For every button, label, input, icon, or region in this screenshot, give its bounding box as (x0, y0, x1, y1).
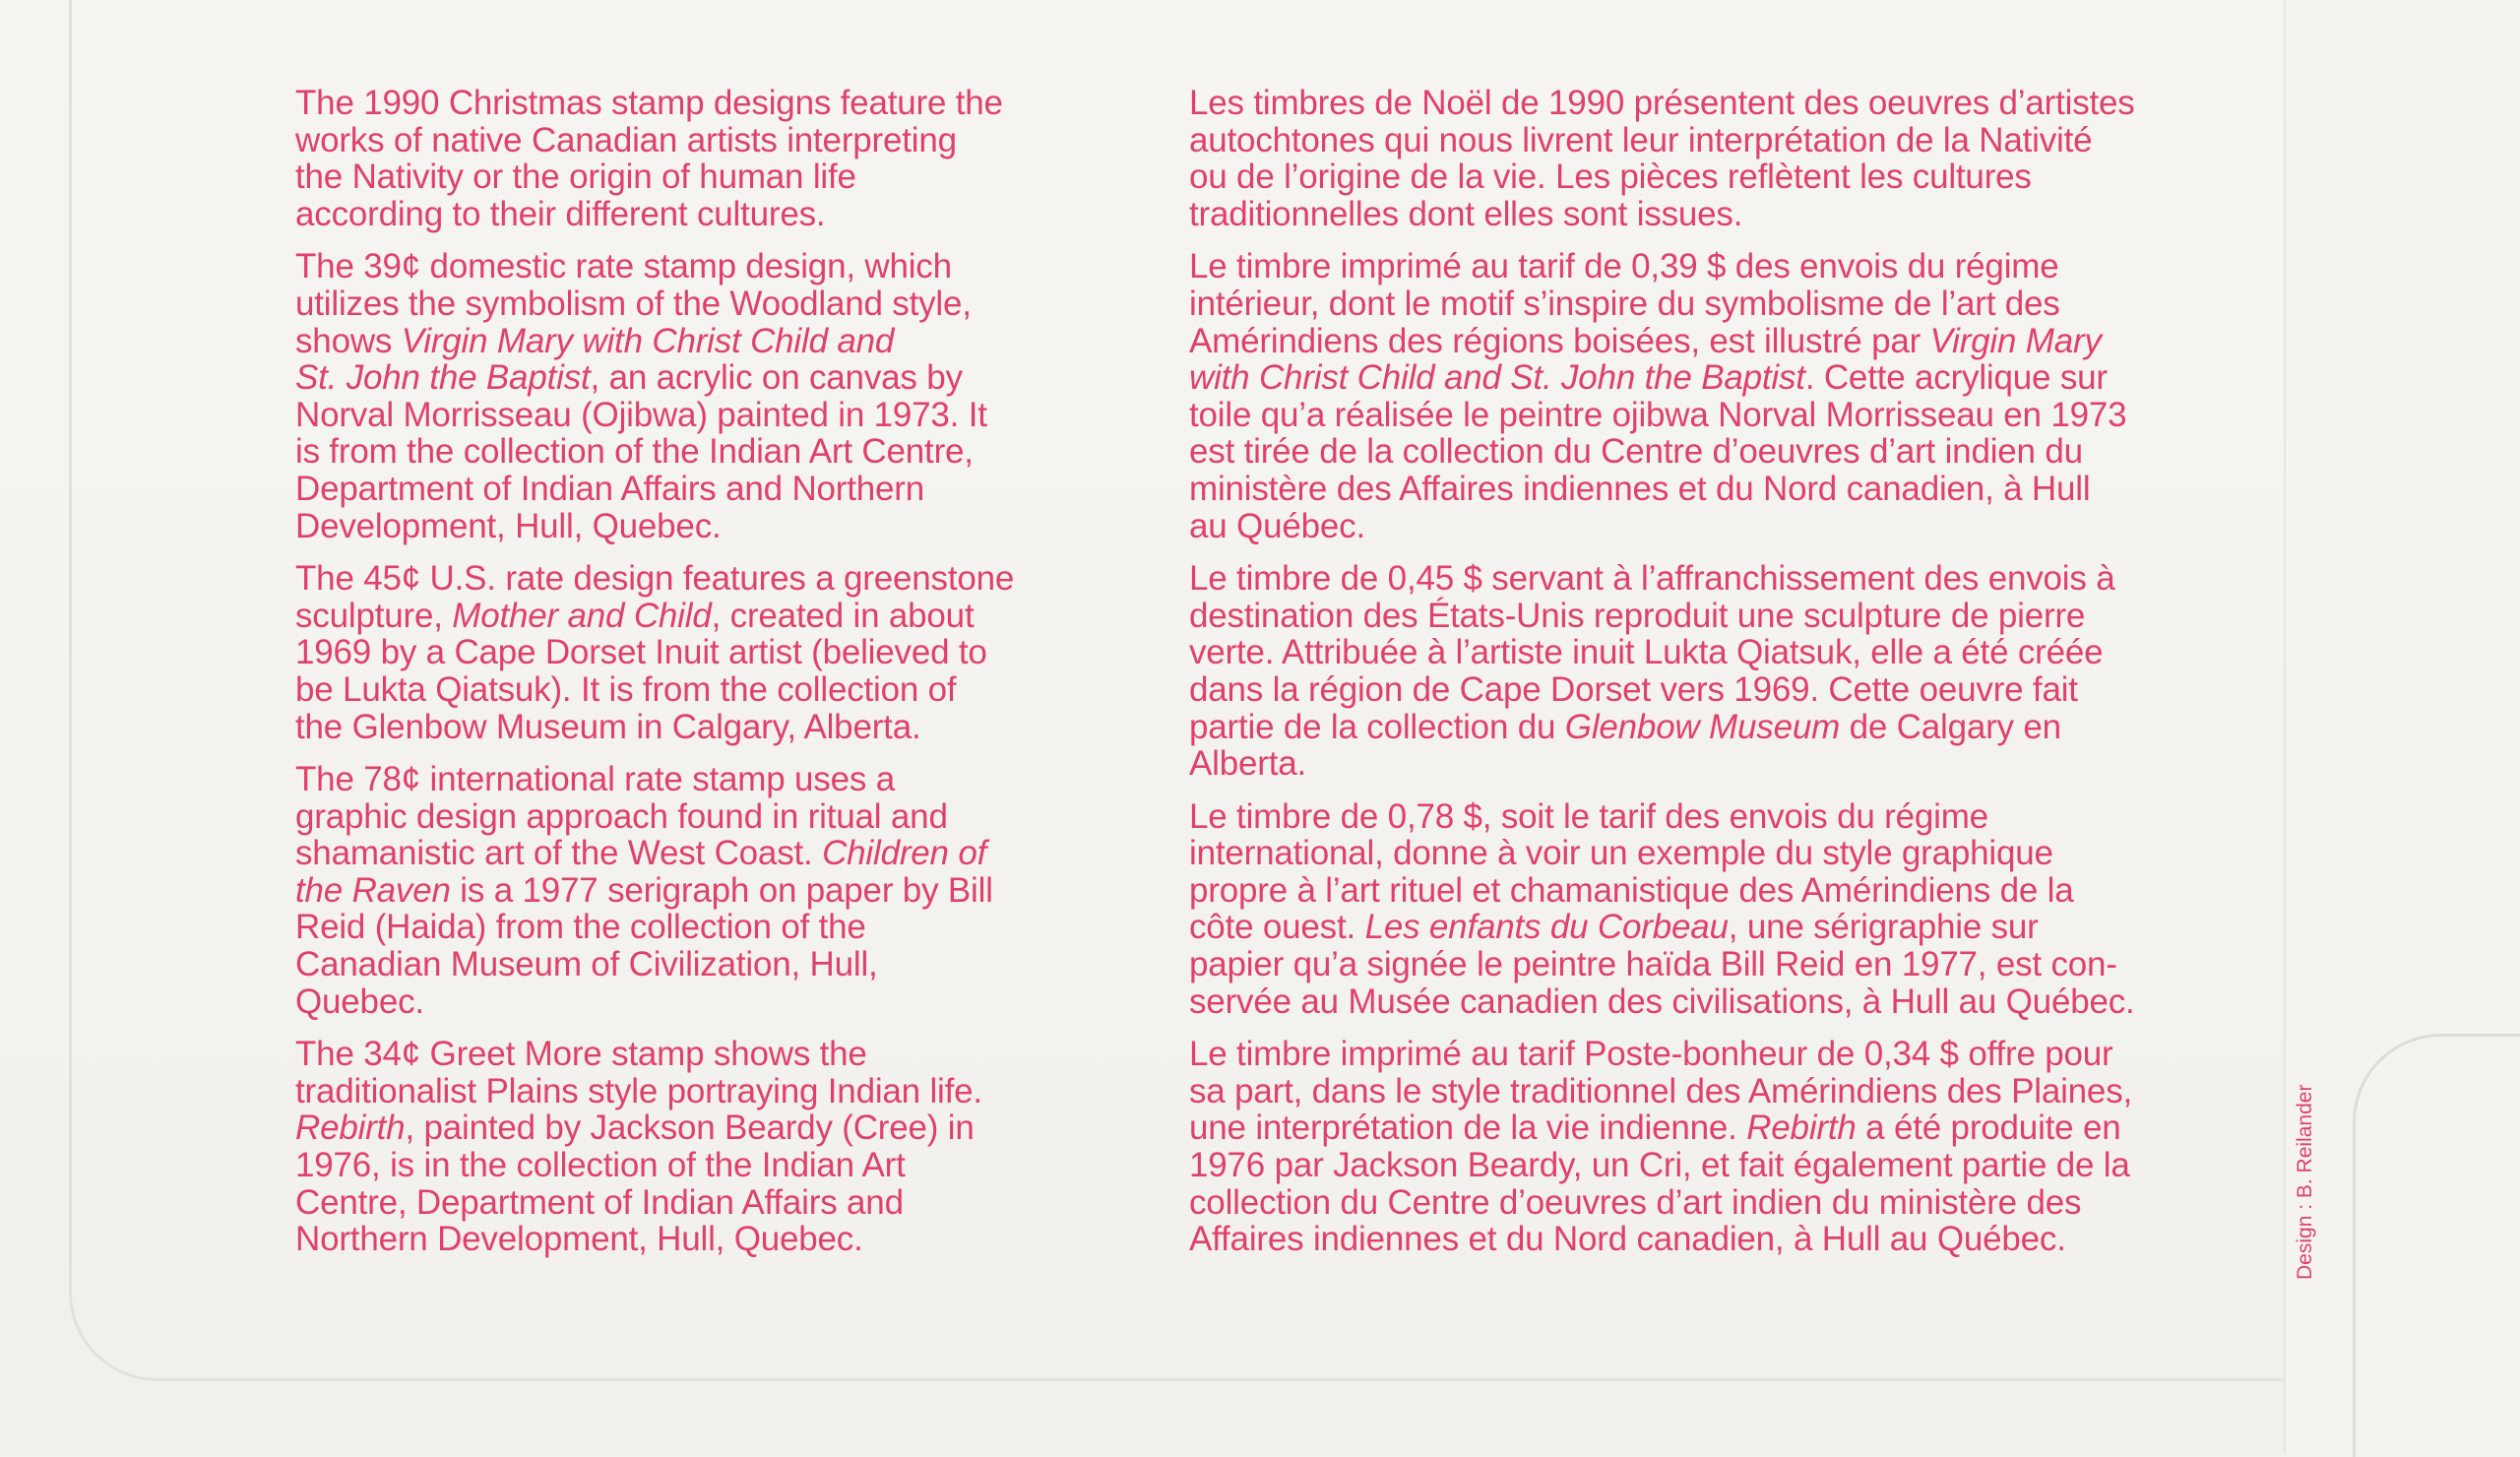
artwork-title: Virgin Mary with Christ Child and St. John the Baptist (1189, 321, 2102, 398)
paragraph-text: Le timbre imprimé au tarif Poste-bonheur de 0,34 $ offre pour sa part, dans le style traditionnel des Amérindiens des Plaines, une interprétation de la vie indienne. (1189, 1035, 2133, 1148)
artwork-title: Mother and Child (452, 596, 712, 635)
french-paragraph (1189, 560, 2233, 783)
artwork-title: Les enfants du Corbeau (1364, 908, 1729, 947)
artwork-title: Rebirth (295, 1109, 406, 1148)
french-paragraph (1189, 85, 2233, 232)
paragraph-text: , painted by Jackson Beardy (Cree) in 1976, is in the collection of the Indian Art Centre, Department of Indian Affairs and Northern Development, Hull, Quebec. (295, 1109, 975, 1259)
english-paragraph (295, 560, 1083, 745)
design-credit: Design : B. Reilander (2294, 1084, 2316, 1280)
french-paragraph (1189, 1036, 2233, 1258)
paragraph-text: , une sérigraphie sur papier qu’a signée le peintre haïda Bill Reid en 1977, est con- servée au Musée canadien des civilisations, à Hull au Québec. (1189, 908, 2135, 1021)
paragraph-text: Le timbre imprimé au tarif de 0,39 $ des envois du régime intérieur, dont le motif s’inspire du symbolisme de l’art des Amérindiens des régions boisées, est illustré par (1189, 247, 2060, 360)
paragraph-text: The 34¢ Greet More stamp shows the traditionalist Plains style portraying Indian life. (295, 1035, 982, 1110)
paragraph-text: is a 1977 serigraph on paper by Bill Reid (Haida) from the collection of the Canadian Museum of Civilization, Hull, Quebec. (295, 870, 993, 1021)
paragraph-text: Le timbre de 0,78 $, soit le tarif des envois du régime international, donne à voir un exemple du style graphique propre à l’art rituel et chamanistique des Amérindiens de la côte ouest. (1189, 796, 2074, 947)
paragraph-text: Le timbre de 0,45 $ servant à l’affranchissement des envois à destination des États-Unis reproduit une sculpture de pierre verte. Attribuée à l’artiste inuit Lukta Qiatsuk, elle a été créée dans la région de Cape Dorset vers 1969. Cette oeuvre fait partie de la collection du (1189, 559, 2115, 746)
paragraph-text: . Cette acrylique sur toile qu’a réalisée le peintre ojibwa Norval Morrisseau en 1973 est tirée de la collection du Centre d’oeuvres d’art indien du ministère des Affaires indiennes et du Nord canadien, à Hull au Québec. (1189, 358, 2127, 545)
french-paragraph (1189, 798, 2233, 1021)
paragraph-text: , created in about 1969 by a Cape Dorset Inuit artist (believed to be Lukta Qiatsuk). It is from the collection of the Glenbow Museum in Calgary, Alberta. (295, 596, 987, 746)
paragraph-text: de Calgary en Alberta. (1189, 707, 2061, 784)
paragraph-text: The 39¢ domestic rate stamp design, which utilizes the symbolism of the Woodland style, shows (295, 247, 972, 360)
english-paragraph (295, 248, 1083, 544)
english-paragraph (295, 1036, 1083, 1258)
paragraph-text: The 78¢ international rate stamp uses a graphic design approach found in ritual and shamanistic art of the West Coast. (295, 760, 948, 873)
artwork-title: Virgin Mary with Christ Child and St. John the Baptist (295, 321, 895, 398)
english-text-column (295, 85, 1083, 1274)
english-paragraph (295, 761, 1083, 1020)
french-text-column (1189, 85, 2233, 1274)
paragraph-text: , an acrylic on canvas by Norval Morrisseau (Ojibwa) painted in 1973. It is from the collection of the Indian Art Centre, Department of Indian Affairs and Northern Development, Hull, Quebec. (295, 358, 987, 545)
envelope-flap-curve (2353, 1034, 2520, 1457)
english-paragraph (295, 85, 1083, 232)
french-paragraph (1189, 248, 2233, 544)
paragraph-text: a été produite en 1976 par Jackson Beardy, un Cri, et fait également partie de la collection du Centre d’oeuvres d’art indien du ministère des Affaires indiennes et du Nord canadien, à Hull au Québec. (1189, 1109, 2130, 1259)
paragraph-text: The 1990 Christmas stamp designs feature the works of native Canadian artists interpreting the Nativity or the origin of human life according to their different cultures. (295, 84, 1003, 233)
paragraph-text: Les timbres de Noël de 1990 présentent des oeuvres d’artistes autochtones qui nous livrent leur interprétation de la Nativité ou de l’origine de la vie. Les pièces reflètent les cultures traditionnelles dont elles sont issues. (1189, 84, 2135, 233)
artwork-title: Rebirth (1746, 1109, 1857, 1148)
paragraph-text: The 45¢ U.S. rate design features a greenstone sculpture, (295, 559, 1015, 635)
artwork-title: Children of the Raven (295, 834, 987, 910)
artwork-title: Glenbow Museum (1564, 707, 1841, 746)
